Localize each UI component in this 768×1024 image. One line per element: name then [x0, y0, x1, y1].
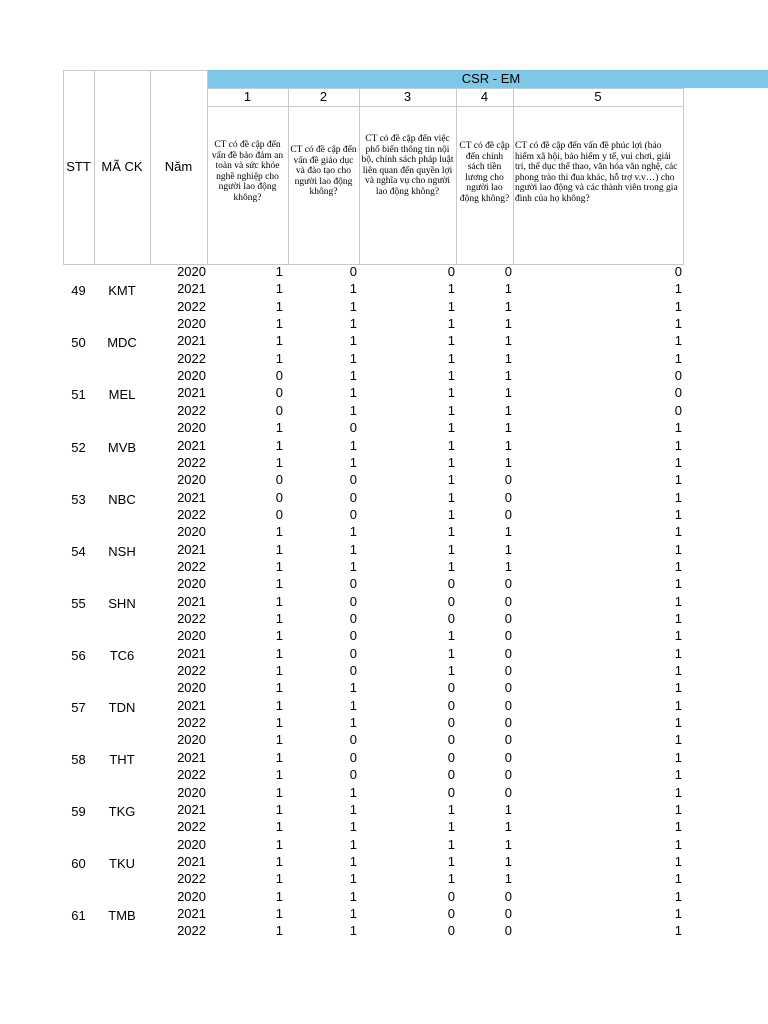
column-question-1: CT có đề cập đến vấn đề bảo đảm an toàn và sức khỏe nghề nghiệp cho người lao động không? [211, 140, 284, 203]
value-cell: 0 [447, 732, 455, 748]
company-code: NBC [108, 491, 136, 507]
value-cell: 1 [674, 628, 682, 644]
value-cell: 1 [447, 645, 455, 661]
column-question-4: CT có đề cập đến chính sách tiền lương cho người lao động không? [459, 141, 510, 204]
value-cell: 1 [349, 871, 357, 887]
year-cell: 2022 [177, 663, 206, 679]
header-stt: STT [66, 159, 91, 174]
value-cell: 1 [447, 663, 455, 679]
company-code: KMT [108, 283, 136, 299]
value-cell: 1 [447, 298, 455, 314]
value-cell: 1 [275, 732, 283, 748]
value-cell: 1 [275, 350, 283, 366]
value-cell: 0 [447, 715, 455, 731]
value-cell: 0 [504, 576, 512, 592]
value-cell: 0 [504, 715, 512, 731]
value-cell: 1 [447, 281, 455, 297]
value-cell: 1 [674, 645, 682, 661]
year-cell: 2022 [177, 715, 206, 731]
value-cell: 0 [504, 697, 512, 713]
company-stt: 56 [71, 647, 86, 663]
value-cell: 1 [674, 836, 682, 852]
value-cell: 1 [349, 697, 357, 713]
value-cell: 1 [674, 853, 682, 869]
value-cell: 1 [349, 437, 357, 453]
value-cell: 1 [674, 593, 682, 609]
value-cell: 0 [447, 767, 455, 783]
value-cell: 1 [275, 663, 283, 679]
value-cell: 1 [447, 420, 455, 436]
value-cell: 1 [349, 801, 357, 817]
year-cell: 2020 [177, 628, 206, 644]
year-cell: 2020 [177, 524, 206, 540]
value-cell: 0 [674, 368, 682, 384]
value-cell: 1 [447, 437, 455, 453]
column-question-2: CT có đề cập đến vấn đề giáo dục và đào tạo cho người lao động không? [290, 145, 357, 197]
value-cell: 1 [349, 368, 357, 384]
company-code: TDN [108, 699, 136, 715]
value-cell: 1 [275, 697, 283, 713]
value-cell: 1 [349, 784, 357, 800]
value-cell: 1 [275, 298, 283, 314]
value-cell: 1 [275, 558, 283, 574]
value-cell: 0 [275, 385, 283, 401]
column-number-2: 2 [319, 89, 328, 104]
value-cell: 1 [674, 871, 682, 887]
company-stt: 53 [71, 491, 86, 507]
value-cell: 1 [447, 454, 455, 470]
grid-line [63, 70, 207, 71]
value-cell: 1 [275, 524, 283, 540]
value-cell: 0 [349, 420, 357, 436]
value-cell: 1 [504, 454, 512, 470]
value-cell: 1 [674, 558, 682, 574]
year-cell: 2021 [177, 437, 206, 453]
value-cell: 1 [447, 819, 455, 835]
value-cell: 1 [447, 853, 455, 869]
company-code: TMB [108, 907, 136, 923]
value-cell: 0 [447, 697, 455, 713]
value-cell: 1 [447, 489, 455, 505]
year-cell: 2020 [177, 732, 206, 748]
value-cell: 1 [504, 333, 512, 349]
value-cell: 1 [674, 576, 682, 592]
company-stt: 54 [71, 543, 86, 559]
value-cell: 1 [349, 402, 357, 418]
value-cell: 0 [447, 784, 455, 800]
value-cell: 0 [349, 472, 357, 488]
header-nam: Năm [164, 159, 193, 174]
value-cell: 1 [349, 558, 357, 574]
value-cell: 0 [349, 576, 357, 592]
value-cell: 0 [504, 645, 512, 661]
grid-line [288, 88, 289, 264]
value-cell: 1 [275, 264, 283, 279]
value-cell: 1 [349, 281, 357, 297]
value-cell: 1 [674, 819, 682, 835]
company-stt: 49 [71, 283, 86, 299]
value-cell: 1 [349, 923, 357, 939]
value-cell: 0 [504, 663, 512, 679]
year-cell: 2020 [177, 472, 206, 488]
year-cell: 2020 [177, 888, 206, 904]
value-cell: 0 [504, 767, 512, 783]
value-cell: 1 [674, 923, 682, 939]
group-header-title: CSR - EM [461, 71, 521, 86]
value-cell: 1 [504, 524, 512, 540]
value-cell: 1 [447, 333, 455, 349]
value-cell: 1 [349, 298, 357, 314]
column-question-3: CT có đề cập đến việc phổ biến thông tin nội bộ, chính sách pháp luật liên quan đến quyền lợi và nghĩa vụ cho người lao động không? [361, 134, 454, 197]
value-cell: 1 [504, 801, 512, 817]
value-cell: 0 [504, 628, 512, 644]
value-cell: 1 [674, 888, 682, 904]
year-cell: 2021 [177, 801, 206, 817]
value-cell: 0 [275, 489, 283, 505]
value-cell: 0 [447, 611, 455, 626]
company-stt: 52 [71, 439, 86, 455]
value-cell: 1 [275, 437, 283, 453]
value-cell: 1 [504, 819, 512, 835]
value-cell: 1 [275, 801, 283, 817]
value-cell: 1 [674, 472, 682, 488]
value-cell: 1 [674, 541, 682, 557]
value-cell: 1 [504, 558, 512, 574]
grid-line [359, 88, 360, 264]
company-code: MDC [107, 335, 137, 351]
value-cell: 1 [504, 350, 512, 366]
value-cell: 0 [349, 749, 357, 765]
value-cell: 0 [275, 368, 283, 384]
value-cell: 1 [674, 350, 682, 366]
company-stt: 55 [71, 595, 86, 611]
year-cell: 2022 [177, 558, 206, 574]
value-cell: 1 [674, 437, 682, 453]
value-cell: 1 [275, 853, 283, 869]
value-cell: 1 [674, 680, 682, 696]
value-cell: 1 [447, 628, 455, 644]
value-cell: 1 [275, 628, 283, 644]
value-cell: 1 [674, 715, 682, 731]
company-stt: 58 [71, 751, 86, 767]
value-cell: 1 [275, 784, 283, 800]
value-cell: 1 [674, 697, 682, 713]
year-cell: 2021 [177, 281, 206, 297]
value-cell: 1 [674, 801, 682, 817]
value-cell: 1 [275, 819, 283, 835]
value-cell: 1 [674, 784, 682, 800]
value-cell: 1 [349, 454, 357, 470]
value-cell: 1 [674, 506, 682, 522]
value-cell: 1 [275, 420, 283, 436]
value-cell: 0 [504, 732, 512, 748]
grid-line [207, 88, 683, 89]
value-cell: 0 [275, 472, 283, 488]
value-cell: 0 [504, 472, 512, 488]
value-cell: 1 [275, 715, 283, 731]
column-number-3: 3 [403, 89, 412, 104]
value-cell: 1 [674, 333, 682, 349]
value-cell: 1 [504, 368, 512, 384]
value-cell: 1 [447, 871, 455, 887]
value-cell: 0 [504, 784, 512, 800]
value-cell: 0 [349, 264, 357, 279]
year-cell: 2021 [177, 593, 206, 609]
value-cell: 0 [447, 923, 455, 939]
value-cell: 0 [674, 402, 682, 418]
value-cell: 1 [674, 732, 682, 748]
year-cell: 2022 [177, 871, 206, 887]
column-number-1: 1 [243, 89, 252, 104]
value-cell: 1 [349, 715, 357, 731]
value-cell: 1 [349, 350, 357, 366]
company-code: TKU [109, 855, 135, 871]
value-cell: 1 [504, 541, 512, 557]
year-cell: 2021 [177, 749, 206, 765]
value-cell: 1 [447, 316, 455, 332]
company-code: THT [109, 751, 135, 767]
year-cell: 2021 [177, 541, 206, 557]
value-cell: 0 [504, 749, 512, 765]
value-cell: 1 [447, 524, 455, 540]
year-cell: 2022 [177, 767, 206, 783]
value-cell: 1 [349, 853, 357, 869]
value-cell: 0 [349, 506, 357, 522]
value-cell: 1 [349, 888, 357, 904]
year-cell: 2022 [177, 454, 206, 470]
year-cell: 2020 [177, 316, 206, 332]
value-cell: 1 [674, 524, 682, 540]
company-stt: 61 [71, 907, 86, 923]
value-cell: 1 [674, 281, 682, 297]
value-cell: 0 [447, 593, 455, 609]
value-cell: 1 [504, 316, 512, 332]
company-code: SHN [108, 595, 136, 611]
year-cell: 2021 [177, 853, 206, 869]
value-cell: 0 [349, 767, 357, 783]
value-cell: 1 [447, 402, 455, 418]
value-cell: 1 [275, 645, 283, 661]
value-cell: 1 [349, 836, 357, 852]
value-cell: 1 [504, 437, 512, 453]
value-cell: 1 [674, 298, 682, 314]
company-code: NSH [108, 543, 136, 559]
value-cell: 1 [275, 767, 283, 783]
value-cell: 0 [504, 680, 512, 696]
value-cell: 1 [504, 871, 512, 887]
value-cell: 1 [447, 541, 455, 557]
year-cell: 2022 [177, 402, 206, 418]
value-cell: 0 [447, 576, 455, 592]
company-stt: 57 [71, 699, 86, 715]
year-cell: 2022 [177, 819, 206, 835]
value-cell: 1 [349, 905, 357, 921]
value-cell: 1 [674, 749, 682, 765]
value-cell: 1 [349, 316, 357, 332]
value-cell: 0 [504, 593, 512, 609]
value-cell: 1 [349, 541, 357, 557]
year-cell: 2020 [177, 264, 206, 279]
value-cell: 0 [447, 749, 455, 765]
value-cell: 1 [504, 298, 512, 314]
column-question-5: CT có đề cập đến vấn đề phúc lợi (bảo hiểm xã hội, bảo hiểm y tế, vui chơi, giải trí, thể dục thể thao, văn hóa văn nghệ, các phong trào thi đua khác, hỗ trợ v.v…) cho người lao động và các thành viên trong gia đình của họ không? [515, 141, 678, 204]
value-cell: 1 [275, 541, 283, 557]
value-cell: 0 [349, 645, 357, 661]
value-cell: 0 [504, 506, 512, 522]
value-cell: 1 [275, 593, 283, 609]
value-cell: 0 [447, 680, 455, 696]
value-cell: 1 [349, 680, 357, 696]
year-cell: 2020 [177, 784, 206, 800]
value-cell: 1 [275, 749, 283, 765]
value-cell: 1 [504, 420, 512, 436]
value-cell: 0 [504, 264, 512, 279]
year-cell: 2020 [177, 420, 206, 436]
year-cell: 2020 [177, 368, 206, 384]
value-cell: 1 [674, 905, 682, 921]
year-cell: 2021 [177, 645, 206, 661]
value-cell: 0 [349, 663, 357, 679]
value-cell: 1 [504, 836, 512, 852]
value-cell: 1 [275, 454, 283, 470]
grid-line [513, 88, 514, 264]
value-cell: 0 [504, 489, 512, 505]
value-cell: 1 [275, 281, 283, 297]
year-cell: 2021 [177, 385, 206, 401]
value-cell: 1 [275, 905, 283, 921]
header-ma-ck: MÃ CK [101, 159, 143, 174]
value-cell: 1 [349, 333, 357, 349]
company-code: MEL [108, 387, 136, 403]
year-cell: 2022 [177, 298, 206, 314]
value-cell: 0 [504, 905, 512, 921]
year-cell: 2022 [177, 923, 206, 939]
value-cell: 0 [275, 402, 283, 418]
value-cell: 1 [674, 420, 682, 436]
value-cell: 1 [447, 368, 455, 384]
year-cell: 2021 [177, 905, 206, 921]
value-cell: 0 [349, 593, 357, 609]
value-cell: 0 [447, 888, 455, 904]
company-stt: 60 [71, 855, 86, 871]
company-code: TKG [108, 803, 136, 819]
value-cell: 0 [447, 905, 455, 921]
column-number-5: 5 [594, 89, 602, 104]
company-stt: 59 [71, 803, 86, 819]
value-cell: 0 [275, 506, 283, 522]
value-cell: 1 [447, 385, 455, 401]
year-cell: 2022 [177, 611, 206, 626]
value-cell: 1 [275, 871, 283, 887]
value-cell: 1 [349, 819, 357, 835]
value-cell: 0 [674, 385, 682, 401]
value-cell: 0 [349, 611, 357, 626]
value-cell: 1 [275, 836, 283, 852]
year-cell: 2022 [177, 506, 206, 522]
value-cell: 0 [349, 489, 357, 505]
value-cell: 1 [275, 333, 283, 349]
value-cell: 1 [275, 576, 283, 592]
value-cell: 1 [674, 454, 682, 470]
value-cell: 1 [674, 663, 682, 679]
year-cell: 2020 [177, 576, 206, 592]
value-cell: 1 [349, 524, 357, 540]
value-cell: 1 [674, 316, 682, 332]
value-cell: 0 [504, 611, 512, 626]
grid-line [683, 88, 684, 264]
value-cell: 1 [275, 611, 283, 626]
year-cell: 2020 [177, 836, 206, 852]
company-code: MVB [107, 439, 137, 455]
value-cell: 1 [504, 281, 512, 297]
value-cell: 1 [447, 350, 455, 366]
column-number-4: 4 [480, 89, 489, 104]
value-cell: 1 [275, 680, 283, 696]
grid-line [207, 106, 683, 107]
value-cell: 0 [674, 264, 682, 279]
value-cell: 1 [275, 316, 283, 332]
value-cell: 1 [447, 836, 455, 852]
value-cell: 1 [674, 489, 682, 505]
year-cell: 2022 [177, 350, 206, 366]
company-stt: 50 [71, 335, 86, 351]
company-stt: 51 [71, 387, 86, 403]
value-cell: 1 [447, 801, 455, 817]
value-cell: 0 [447, 264, 455, 279]
value-cell: 1 [504, 853, 512, 869]
value-cell: 1 [674, 611, 682, 626]
value-cell: 1 [674, 767, 682, 783]
value-cell: 1 [275, 923, 283, 939]
value-cell: 1 [504, 385, 512, 401]
grid-line [456, 88, 457, 264]
value-cell: 1 [275, 888, 283, 904]
value-cell: 0 [504, 923, 512, 939]
value-cell: 1 [504, 402, 512, 418]
value-cell: 1 [447, 558, 455, 574]
value-cell: 1 [349, 385, 357, 401]
company-code: TC6 [109, 647, 135, 663]
value-cell: 0 [349, 628, 357, 644]
value-cell: 1 [447, 506, 455, 522]
value-cell: 1 [447, 472, 455, 488]
year-cell: 2021 [177, 333, 206, 349]
value-cell: 0 [349, 732, 357, 748]
year-cell: 2020 [177, 680, 206, 696]
year-cell: 2021 [177, 697, 206, 713]
year-cell: 2021 [177, 489, 206, 505]
value-cell: 0 [504, 888, 512, 904]
